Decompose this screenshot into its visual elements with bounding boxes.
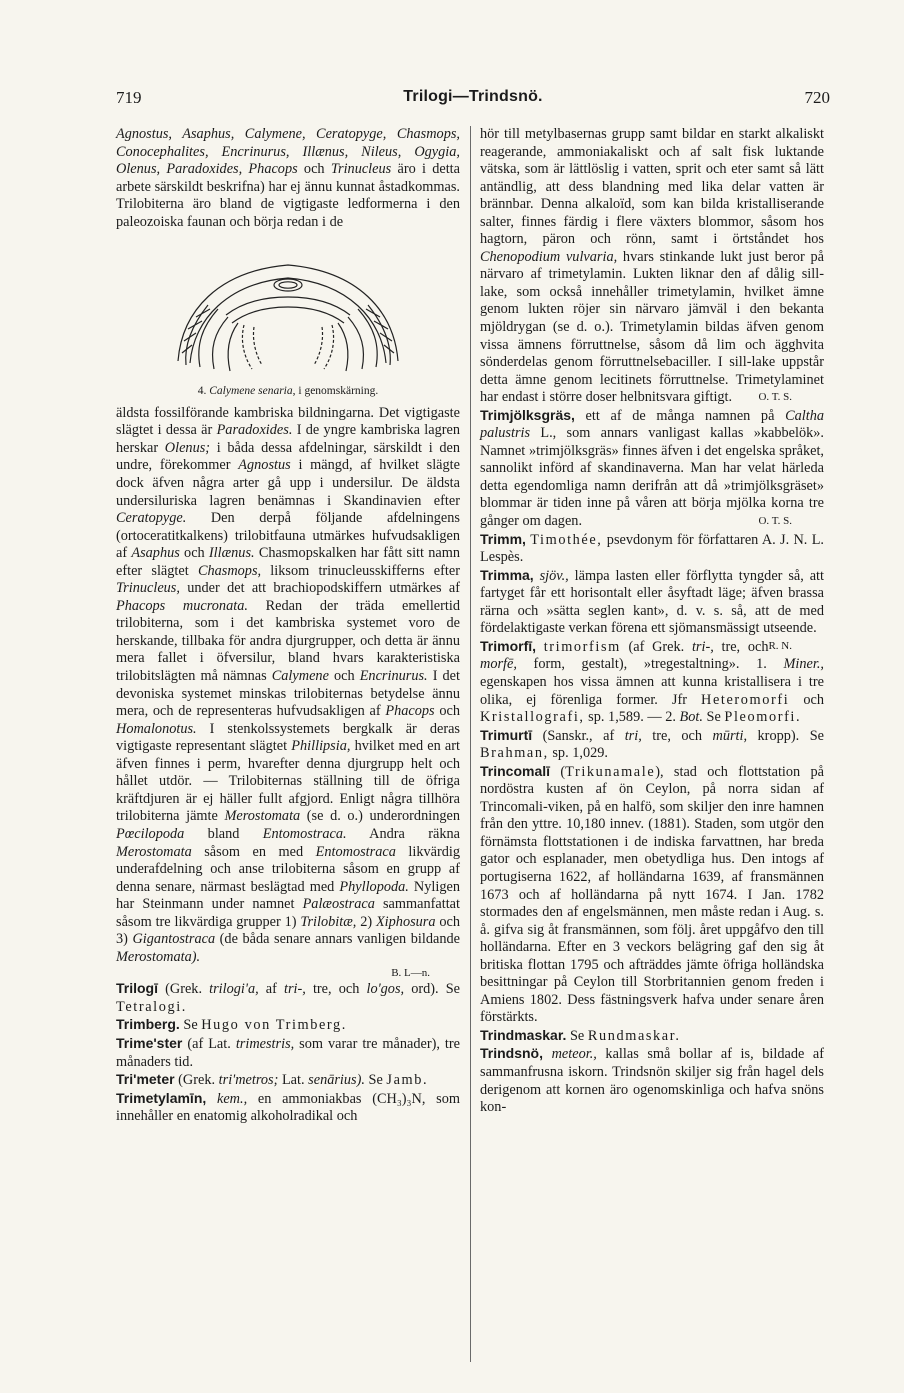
dictionary-entry: Trimjölksgräs, ett af de många namnen på Caltha palustris L., som annars vanligast kallas »kabbelök». Namnet »trimjölksgräs» finnes äfven i det engelska språket, sannolikt införd af skandinaverna. Man har velat härleda detta egendomliga namn derifrån att då »trimjölksgräset» blommar är tiden inne på våren att börja mjölka korna tre gånger om dagen. O. T. S. <box>480 406 824 530</box>
right-column <box>480 126 824 1117</box>
genus-list: Agnostus, Asaphus, Calymene, Ceratopyge, Chasmops, Conocephalites, Encrinurus, Illænus, Nileus, Ogygia, Olenus, Paradoxides, Phacops <box>116 126 460 178</box>
entry-headword: Trindmaskar. <box>480 1026 567 1043</box>
entry-headword: Tri'meter <box>116 1071 175 1088</box>
entry-headword: Trincomalī <box>480 762 551 779</box>
page-number-left: 719 <box>116 88 142 107</box>
entry-headword: Trilogī <box>116 980 158 997</box>
dictionary-entry: Trimetylamīn, kem., en ammoniakbas (CH₃)₃N, som innehåller en enatomig alkoholradikal och <box>116 1089 460 1125</box>
trimetylamin-continuation: hör till metylbasernas grupp samt bildar en starkt alkaliskt reagerande, ammoniakaliskt och af salt fisk luktande vätska, som är lättlöslig i vatten, sprit och eter samt så lätt antändlig, att dess blandning med lika delar vatten är brännbar. Denna alkaloïd, som kan bilda kristalliserande salter, finnes färdig i flere växters blommor, såsom hos hagtorn, päron och rönn, samt i örtståndet hos Chenopodium vulvaria, hvars stinkande lukt just beror på närvaro af trimetylamin. Lukten liknar den af dålig sill-lake, som också innehåller trimetylamin, hvilket ämne genom lukten röjer sin närvaro jämväl i den bekanta mjöldrygan (se d. o.). Trimetylamin bildas äfven genom vissa ämnens förruttnelse, såsom då lim och ägghvita sönderdelas genom förruttnelsebaciller. I sill-lake uppstår detta ämne genom lecitinets förruttnelse. Trimetylaminet har endast i större doser helbnitsvara giftigt. O. T. S. <box>480 126 824 406</box>
intro-paragraph: Agnostus, Asaphus, Calymene, Ceratopyge, Chasmops, Conocephalites, Encrinurus, Illænus, Nileus, Ogygia, Olenus, Paradoxides, Phacops och Trinucleus äro i detta arbete särskildt beskrifna) har ej ännu kunnat åstadkommas. Trilobiterna äro bland de vigtigaste ledformerna i den paleozoiska faunan och börja redan i de <box>116 126 461 230</box>
author-signature: B. L—n. <box>391 967 430 980</box>
dictionary-entry: Trimorfī, trimorfism (af Grek. tri-, tre, och morfē, form, gestalt), »tregestaltning». 1. Miner., egenskapen hos vissa ämnen att kunna kristallisera i tre olika, ej förenliga former. Jfr Heteromorfi och Kristallografi, sp. 1,589. — 2. Bot. Se Pleomorfi. <box>480 637 824 726</box>
dictionary-entry: Trime'ster (af Lat. trimestris, som varar tre månader), tre månaders tid. <box>116 1034 460 1070</box>
dictionary-entry: Trimberg. Se Hugo von Trimberg. <box>116 1016 347 1034</box>
page-number-right: 720 <box>804 88 830 107</box>
dictionary-entry: Trincomalī (Trikunamale), stad och flottstation på nordöstra kusten af ön Ceylon, på norra sidan af Trincomali-viken, på en halfö, som skiljer den inre hamnen från den yttre. 10,180 innev. (1881). Staden, som utgör den förnämsta flottstationen i de indiska farvattnen, har breda gator och esplanader, men obetydliga hus. Den intogs af portugiserna 1622, af holländarna 1639, af fransmännen 1673 och af holländarna på nytt 1674. I Jan. 1782 stormades den af engelsmännen, men måste redan i Aug. s. å. gifva sig åt fransmännen, som följ. året uppgåfvo den till holländarna. Efter en 3 veckors belägring gaf den sig åt britiska flottan 1795 och afträddes jämte öfriga holländska besittningar på Ceylon till Storbritannien genom freden i Amiens 1802. Dess fästningsverk hafva under senare åren förstärkts. <box>480 762 825 1026</box>
entry-headword: Trime'ster <box>116 1034 183 1051</box>
author-signature: O. T. S. <box>758 391 792 404</box>
author-signature: R. N. <box>768 639 792 652</box>
left-entries <box>116 980 460 1125</box>
figure-caption: 4. Calymene senaria, i genomskärning. <box>197 385 379 398</box>
trilobite-body-text: äldsta fossilförande kambriska bildningarna. Det vigtigaste slägtet i dessa är Paradoxides. I de yngre kambriska lagren herskar Olenus; i båda dessa afdelningar, särskildt i den undre, förekommer Agnostus i mängd, af hvilket slägte dock äfven några arter gå upp i undersilur. De äldsta undersiluriska lagren benämnas i Skandinavien efter Ceratopyge. Den derpå följande afdelningens (ortoceratitkalkens) trilobitfauna utmärkes hufvudsakligen af Asaphus och Illænus. Chasmopskalken har fått sitt namn efter slägtet Chasmops, liksom trinucleusskifferns efter Trinucleus, under det att brachiopodskiffern utmärkes af Phacops mucronata. Redan der träda emellertid trilobiterna, som i det kambriska systemet voro de herskande, tillbaka för andra djurgrupper, och detta är ännu mera fallet i öfversilur, bland hvars karakteristiska trilobitslägten må nämnas Calymene och Encrinurus. I det devoniska systemet minskas trilobiternas betydelse ännu mera, och de representeras hufvudsakligen af Phacops och Homalonotus. I stenkolssystemets bergkalk är deras vigtigaste representant slägtet Phillipsia, hvilket med en art äfven finnes i perm, hvarefter denna djurgrupp helt och hållet utdör. — Trilobiternas ställning till de öfriga kräftdjuren är ej häller fullt afgjord. Enligt några tillhöra trilobiterna jämte Merostomata (se d. o.) underordningen Pœcilopoda bland Entomostraca. Andra räkna Merostomata såsom en med Entomostraca likvärdig underafdelning och anse trilobiterna såsom en grupp af denna senare, närmast beslägtad med Phyllopoda. Nyligen har Steinmann under namnet Palæostraca sammanfattat såsom tre likvärdiga grupper 1) Trilobitæ, 2) Xiphosura och 3) Gigantostraca (de båda senare annars vanligen bildande Merostomata). <box>116 404 461 965</box>
right-entries <box>480 407 824 1117</box>
page-header <box>116 88 830 114</box>
entry-headword: Trimjölksgräs, <box>480 406 575 423</box>
trilobite-figure <box>116 241 460 379</box>
entry-headword: Trindsnö, <box>480 1045 543 1062</box>
trilobite-cross-section-illustration <box>148 241 428 379</box>
dictionary-entry: Trimm, Timothée, psevdonym för författaren A. J. N. L. Lespès. <box>480 530 824 566</box>
entry-headword: Trimm, <box>480 530 526 547</box>
running-title: Trilogi—Trindsnö. <box>403 88 543 105</box>
column-divider <box>470 126 471 1362</box>
dictionary-entry: Trimurtī (Sanskr., af tri, tre, och mūrti, kropp). Se Brahman, sp. 1,029. <box>480 726 824 762</box>
genus-trinucleus: Trinucleus <box>330 161 392 178</box>
entry-headword: Trimorfī, <box>480 637 537 654</box>
dictionary-entry: Tri'meter (Grek. tri'metros; Lat. senārius). Se Jamb. <box>116 1071 429 1089</box>
author-signature: O. T. S. <box>758 515 792 528</box>
entry-headword: Trimetylamīn, <box>116 1089 207 1106</box>
dictionary-entry: Trindmaskar. Se Rundmaskar. <box>480 1026 681 1044</box>
entry-headword: Trimma, <box>480 566 534 583</box>
entry-headword: Trimurtī <box>480 726 533 743</box>
dictionary-entry: Trindsnö, meteor., kallas små bollar af is, bildade af sammanfrusna iskorn. Trindsnön skiljer sig från hagel dels derigenom att kornen äro ogenomskinliga och hafva snöns kon- <box>480 1045 824 1116</box>
entry-headword: Trimberg. <box>116 1016 180 1033</box>
dictionary-entry: Trimma, sjöv., lämpa lasten eller förflytta tyngder så, att fartyget får ett horisontalt eller åsyftadt läge; äfven brassa rärna och »sätta seglen kant», d. v. s. så, att de med fördelaktigaste verkan förena ett sjömansmässigt utseende. R. N. <box>480 567 824 638</box>
dictionary-entry: Trilogī (Grek. trilogi'a, af tri-, tre, och lo'gos, ord). Se Tetralogi. <box>116 980 460 1015</box>
left-column <box>116 126 460 1126</box>
